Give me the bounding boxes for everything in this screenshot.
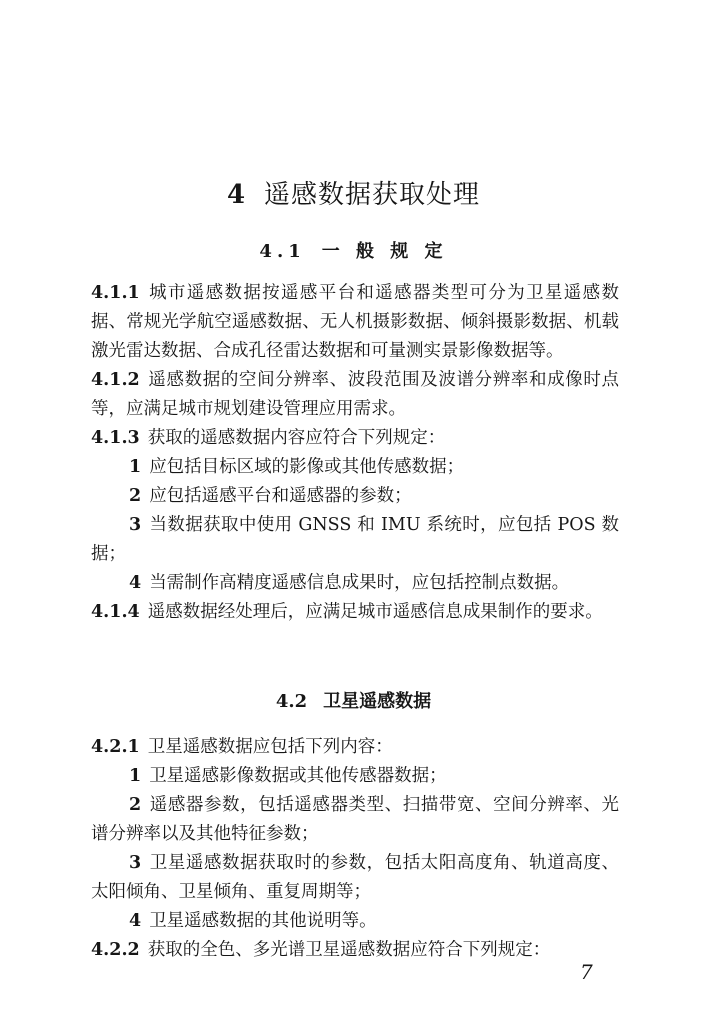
clause-4-1-4 (91, 598, 619, 627)
clause-number: 4.1.3 (91, 428, 140, 448)
section-heading-4-1 (0, 237, 707, 263)
clause-text: 获取的全色、多光谱卫星遥感数据应符合下列规定： (147, 940, 551, 960)
item-number: 2 (129, 486, 142, 506)
list-item (91, 907, 619, 936)
item-number: 3 (129, 853, 142, 873)
section-title: 卫星遥感数据 (323, 691, 432, 712)
item-number: 4 (129, 573, 142, 593)
item-number: 2 (129, 795, 142, 815)
clause-text: 获取的遥感数据内容应符合下列规定： (147, 428, 446, 448)
section-number: 4.1 (259, 241, 306, 262)
clause-4-1-3 (91, 424, 619, 453)
item-number: 1 (129, 457, 142, 477)
item-text: 当数据获取中使用 GNSS 和 IMU 系统时，应包括 POS 数据； (91, 515, 619, 564)
list-item (91, 762, 619, 791)
chapter-title: 遥感数据获取处理 (264, 180, 481, 210)
item-number: 1 (129, 766, 142, 786)
clause-text: 遥感数据经处理后，应满足城市遥感信息成果制作的要求。 (147, 602, 603, 622)
clause-text: 城市遥感数据按遥感平台和遥感器类型可分为卫星遥感数据、常规光学航空遥感数据、无人机摄影数据、倾斜摄影数据、机载激光雷达数据、合成孔径雷达数据和可量测实景影像数据等。 (91, 283, 619, 361)
clause-4-1-2 (91, 366, 619, 424)
section-number: 4.2 (275, 691, 308, 712)
section-4-2-body (91, 733, 619, 965)
item-number: 3 (129, 515, 142, 535)
chapter-number: 4 (226, 180, 247, 210)
clause-number: 4.1.1 (91, 283, 140, 303)
section-4-1-body (91, 279, 619, 627)
clause-number: 4.2.1 (91, 737, 140, 757)
list-item (91, 453, 619, 482)
clause-number: 4.2.2 (91, 940, 140, 960)
clause-number: 4.1.4 (91, 602, 140, 622)
item-text: 遥感器参数，包括遥感器类型、扫描带宽、空间分辨率、光谱分辨率以及其他特征参数； (91, 795, 619, 844)
chapter-heading (0, 174, 707, 211)
item-text: 当需制作高精度遥感信息成果时，应包括控制点数据。 (149, 573, 570, 593)
item-text: 卫星遥感影像数据或其他传感器数据； (149, 766, 447, 786)
list-item (91, 569, 619, 598)
clause-4-2-1 (91, 733, 619, 762)
clause-4-2-2 (91, 936, 619, 965)
clause-4-1-1 (91, 279, 619, 366)
item-text: 卫星遥感数据获取时的参数，包括太阳高度角、轨道高度、太阳倾角、卫星倾角、重复周期等； (91, 853, 619, 902)
section-heading-4-2 (0, 687, 707, 713)
clause-text: 遥感数据的空间分辨率、波段范围及波谱分辨率和成像时点等，应满足城市规划建设管理应用需求。 (91, 370, 619, 419)
item-text: 应包括目标区域的影像或其他传感数据； (149, 457, 465, 477)
clause-text: 卫星遥感数据应包括下列内容： (147, 737, 393, 757)
section-title: 一 般 规 定 (321, 241, 448, 262)
item-text: 应包括遥感平台和遥感器的参数； (149, 486, 412, 506)
item-number: 4 (129, 911, 142, 931)
page-number: 7 (580, 960, 593, 984)
clause-number: 4.1.2 (91, 370, 140, 390)
item-text: 卫星遥感数据的其他说明等。 (149, 911, 377, 931)
list-item (91, 482, 619, 511)
list-item (91, 791, 619, 849)
list-item (91, 849, 619, 907)
list-item (91, 511, 619, 569)
